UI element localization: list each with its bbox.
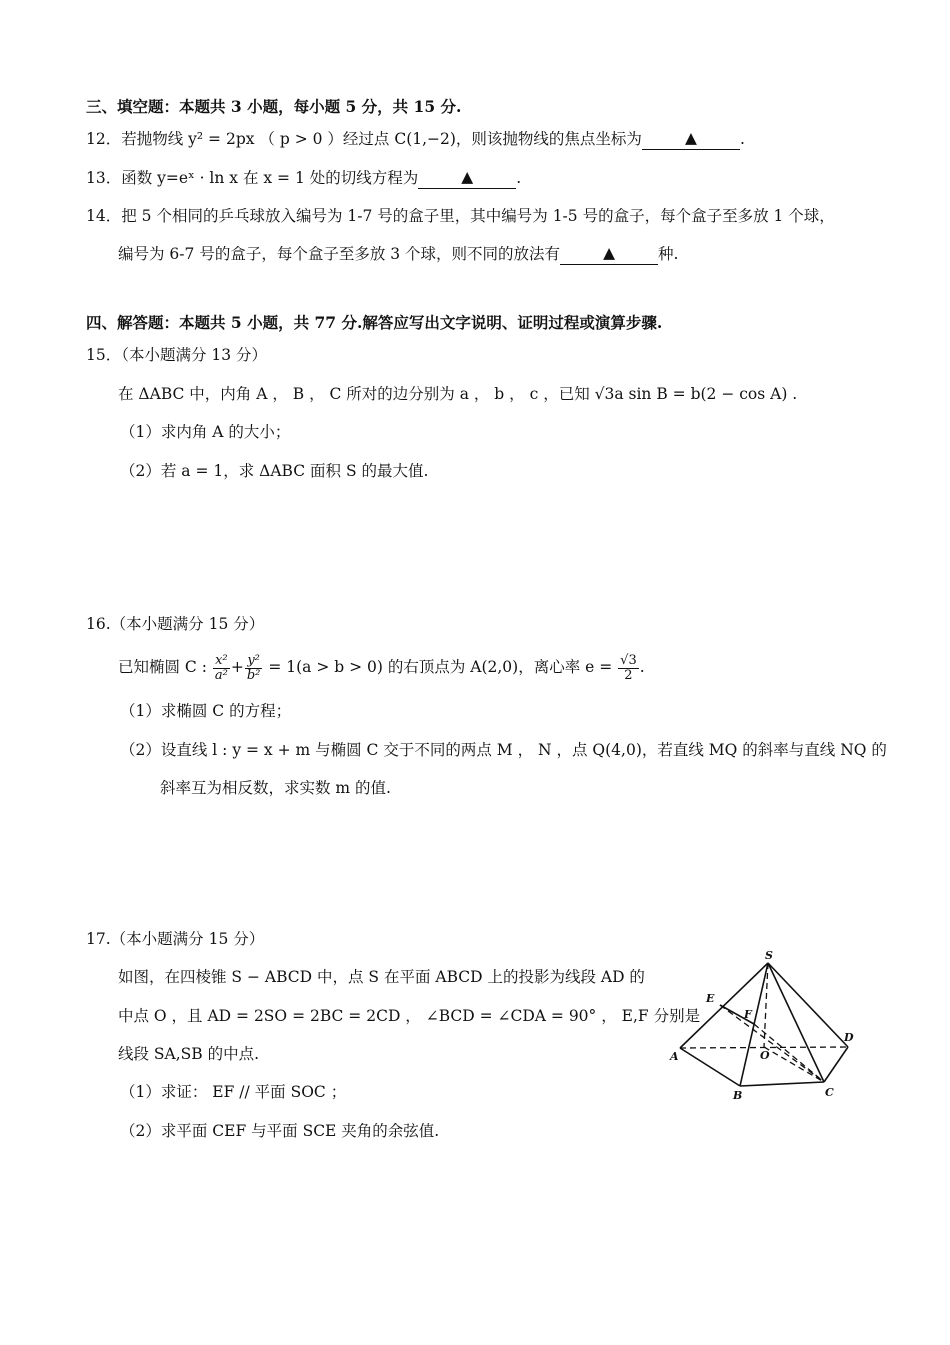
edge-SA	[680, 963, 768, 1048]
q17-part1: （1）求证： EF // 平面 SOC ；	[120, 1083, 347, 1101]
q16-part2-line2: 斜率互为相反数，求实数 m 的值.	[160, 779, 391, 797]
q14-line1: 把 5 个相同的乒乓球放入编号为 1-7 号的盒子里，其中编号为 1-5 号的盒子，每个盒子至多放 1 个球，	[121, 207, 835, 225]
q12-number: 12．	[86, 130, 122, 148]
fraction-sqrt3-2: $\frac{√3}{2}$	[620, 652, 637, 683]
q17-stem-line1: 如图，在四棱锥 S − ABCD 中，点 S 在平面 ABCD 上的投影为线段 AD 的	[118, 968, 645, 986]
label-A: A	[670, 1050, 679, 1063]
question-14	[86, 205, 835, 227]
edge-SC	[768, 963, 824, 1082]
edge-CD	[824, 1047, 848, 1082]
q16-title: 16.（本小题满分 15 分）	[86, 615, 265, 633]
q15-title: 15．（本小题满分 13 分）	[86, 346, 268, 364]
edge-SD	[768, 963, 848, 1047]
q17-stem-line2: 中点 O ，且 AD = 2SO = 2BC = 2CD ， ∠BCD = ∠CDA = 90° ， E,F 分别是	[118, 1007, 701, 1025]
q15-part2: （2）若 a = 1，求 ΔABC 面积 S 的最大值.	[120, 462, 429, 480]
label-S: S	[765, 949, 773, 962]
q16-part2-line1: （2）设直线 l : y = x + m 与椭圆 C 交于不同的两点 M ， N ，点 Q(4,0)，若直线 MQ 的斜率与直线 NQ 的	[120, 741, 887, 759]
q17-title: 17.（本小题满分 15 分）	[86, 930, 265, 948]
label-D: D	[844, 1031, 854, 1044]
question-12: 12．若抛物线 y² = 2px （ p > 0 ）经过点 C(1,−2)，则该抛物线的焦点坐标为 ▲ .	[86, 129, 745, 148]
q15-part1: （1）求内角 A 的大小；	[120, 423, 291, 441]
label-O: O	[760, 1049, 770, 1062]
section3-header: 三、填空题：本题共 3 小题，每小题 5 分，共 15 分.	[86, 97, 462, 116]
q17-stem-line3: 线段 SA,SB 的中点.	[118, 1045, 260, 1063]
q13-answer-blank: ▲	[418, 166, 516, 189]
q16-part1: （1）求椭圆 C 的方程；	[120, 702, 292, 720]
fraction-x2-a2: $\frac{\text{x²}}{\text{a²}}$	[214, 652, 228, 683]
label-B: B	[733, 1089, 743, 1102]
edge-AB	[680, 1048, 740, 1086]
q14-line2-text: 编号为 6-7 号的盒子，每个盒子至多放 3 个球，则不同的放法有	[118, 245, 561, 263]
q12-answer-blank: ▲	[642, 127, 740, 150]
pyramid-figure	[668, 948, 868, 1108]
label-E: E	[706, 992, 715, 1005]
label-F: F	[744, 1008, 752, 1021]
segment-EC-dashed	[720, 1005, 824, 1082]
q17-part2: （2）求平面 CEF 与平面 SCE 夹角的余弦值.	[120, 1122, 440, 1140]
q13-number: 13．	[86, 169, 122, 187]
q14-answer-blank: ▲	[560, 242, 658, 265]
section4-header: 四、解答题：本题共 5 小题，共 77 分.解答应写出文字说明、证明过程或演算步骤.	[86, 313, 663, 332]
edge-BC	[740, 1082, 824, 1086]
q14-number: 14．	[86, 207, 122, 225]
q13-text: 函数 y=eˣ · ln x 在 x = 1 处的切线方程为	[121, 169, 419, 187]
label-C: C	[825, 1086, 834, 1099]
question-13: 13．函数 y=eˣ · ln x 在 x = 1 处的切线方程为 ▲ .	[86, 168, 522, 187]
question-14-line2: 编号为 6-7 号的盒子，每个盒子至多放 3 个球，则不同的放法有 ▲ 种.	[118, 244, 679, 263]
q16-stem: 已知椭圆 C : $\frac{\text{x²}}{\text{a²}}$ + $\frac{\text{y²}}{\text{b²}}$ = 1(a > b > 0) 的右顶点为 A(2,0)，离心率 e = $\frac{√3}{2}$ .	[118, 652, 645, 683]
q15-stem: 在 ΔABC 中，内角 A ， B ， C 所对的边分别为 a ， b ， c ，已知 √3a sin B = b(2 − cos A) .	[118, 385, 798, 403]
q12-text: 若抛物线 y² = 2px （ p > 0 ）经过点 C(1,−2)，则该抛物线的焦点坐标为	[121, 130, 642, 148]
fraction-y2-b2: $\frac{\text{y²}}{\text{b²}}$	[246, 652, 261, 683]
